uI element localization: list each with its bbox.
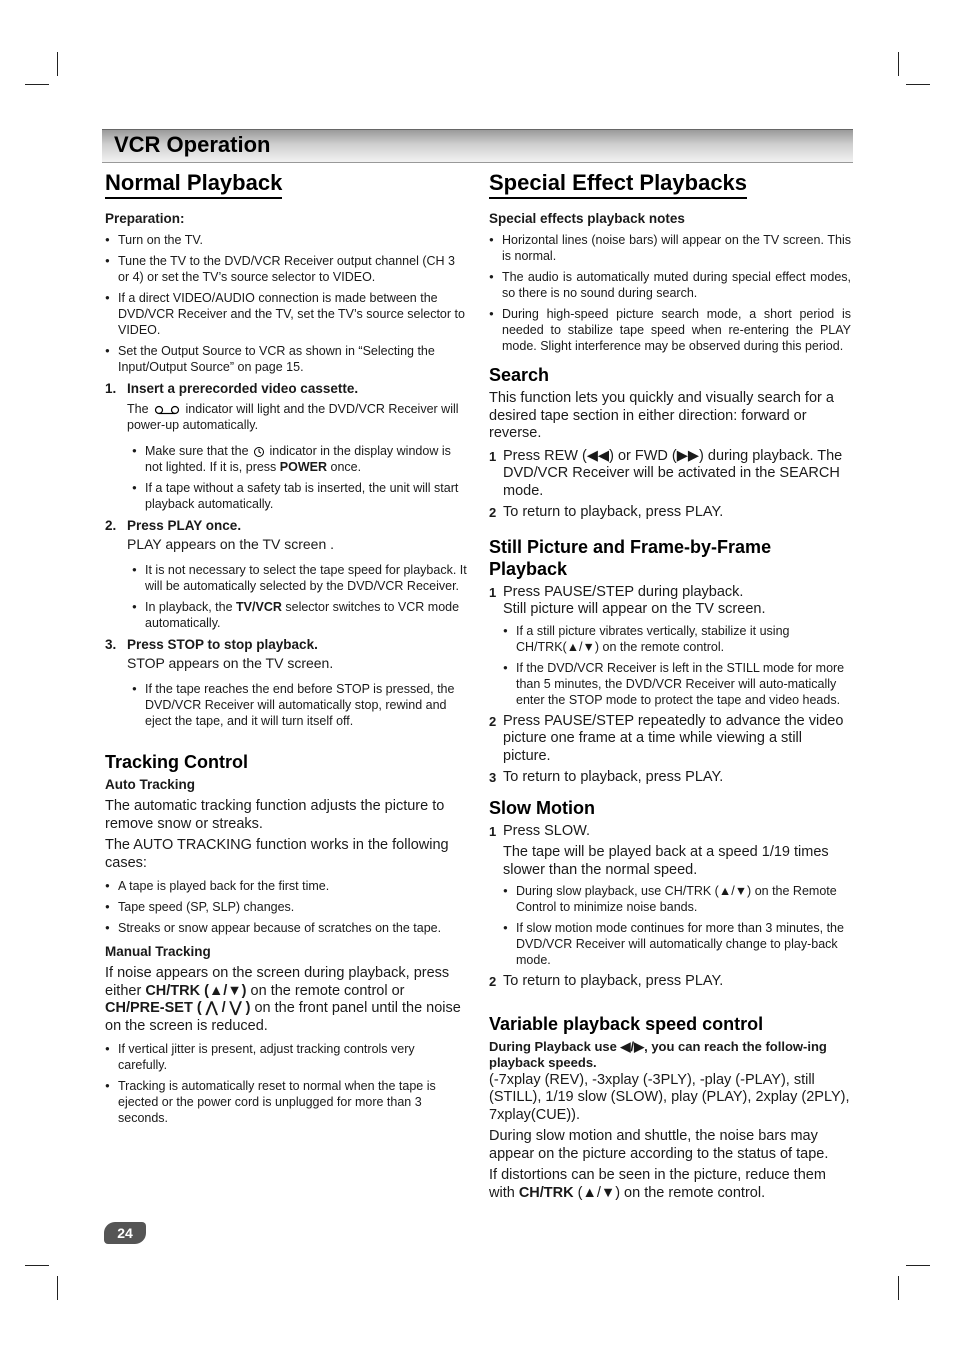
section-title: VCR Operation	[114, 132, 271, 157]
step-number: 1	[489, 823, 497, 839]
manual-tracking-label: Manual Tracking	[105, 944, 211, 959]
variable-text	[489, 1167, 851, 1202]
auto-tracking-text: The AUTO TRACKING function works in the following cases:	[105, 837, 449, 871]
step-1-bullet: ● If a tape without a safety tab is inserted, the unit will start playback automatically.	[132, 480, 467, 512]
step-number: 1	[489, 448, 497, 464]
crop-mark	[57, 1276, 58, 1300]
step-text: Still picture will appear on the TV screen.	[503, 601, 766, 617]
normal-playback-heading: Normal Playback	[105, 170, 282, 199]
prep-bullet: ● Turn on the TV.	[105, 232, 467, 248]
power-clock-icon	[252, 446, 266, 458]
crop-mark	[898, 1276, 899, 1300]
step-text: Press PAUSE/STEP repeatedly to advance the video picture one frame at a time while viewing a still picture.	[503, 712, 844, 764]
auto-tracking-text: The automatic tracking function adjusts the picture to remove snow or streaks.	[105, 798, 445, 832]
manual-tracking-text	[105, 965, 467, 1035]
manual-tracking-bullet: ● If vertical jitter is present, adjust tracking controls very carefully.	[105, 1041, 467, 1073]
manual-text: on the front panel until the noise on the screen is reduced.	[105, 1000, 461, 1034]
manual-tracking-bullet: ● Tracking is automatically reset to normal when the tape is ejected or the power cord is unplugged for more than 3 seconds.	[105, 1078, 467, 1126]
step-1	[105, 380, 467, 433]
manual-text: on the remote control or	[250, 982, 405, 999]
slow-bullet: ● If slow motion mode continues for more than 3 minutes, the DVD/VCR Receiver will automatically change to play-back mode.	[503, 920, 851, 968]
step-number: 3.	[105, 637, 117, 652]
variable-text: (-7xplay (REV), -3xplay (-3PLY), -play (-PLAY), still (STILL), 1/19 slow (SLOW), play (PLAY), 2xplay (2PLY), 7xplay(CUE)).	[489, 1071, 850, 1123]
step-1-bullet	[132, 443, 467, 475]
section-banner	[102, 129, 853, 163]
step-text: Press SLOW.	[503, 822, 591, 839]
ch-preset-label: CH/PRE-SET ( ⋀ / ⋁ )	[105, 1000, 251, 1016]
notes-label: Special effects playback notes	[489, 211, 685, 226]
step-3-bullet: ● If the tape reaches the end before STOP is pressed, the DVD/VCR Receiver will automatically stop, rewind and eject the tape, and it will turn itself off.	[132, 681, 467, 729]
crop-mark	[57, 52, 58, 76]
step-2-bullet: ● It is not necessary to select the tape speed for playback. It will be automatically selected by the DVD/VCR Receiver.	[132, 562, 467, 594]
step-3	[105, 636, 467, 671]
cassette-icon	[152, 405, 182, 415]
left-column	[105, 170, 467, 1131]
auto-tracking-bullet: ● Streaks or snow appear because of scratches on the tape.	[105, 920, 467, 936]
step-text: Press REW (◀◀) or FWD (▶▶) during playback. The DVD/VCR Receiver will be activated in the SEARCH mode.	[503, 447, 843, 499]
prep-bullet: ● Set the Output Source to VCR as shown in “Selecting the Input/Output Source” on page 15.	[105, 343, 467, 375]
tv-vcr-label: TV/VCR	[236, 600, 282, 614]
note-bullet: ● The audio is automatically muted during special effect modes, so there is no sound during search.	[489, 269, 851, 301]
slow-bullet: ● During slow playback, use CH/TRK (▲/▼) on the Remote Control to minimize noise bands.	[503, 883, 851, 915]
still-bullet: ● If the DVD/VCR Receiver is left in the STILL mode for more than 5 minutes, the DVD/VCR Receiver will auto-matically enter the STOP mode to protect the tape and video heads.	[503, 660, 851, 708]
preparation-label: Preparation:	[105, 211, 185, 226]
still-step	[489, 769, 851, 787]
step-2	[105, 517, 467, 552]
step-detail: STOP appears on the TV screen.	[127, 655, 334, 671]
auto-tracking-bullet: ● A tape is played back for the first time.	[105, 878, 467, 894]
step-label: Press STOP to stop playback.	[127, 637, 318, 652]
crop-mark	[898, 52, 899, 76]
power-label: POWER	[279, 460, 328, 474]
search-step	[489, 504, 851, 522]
page-number: 24	[104, 1222, 146, 1244]
variable-text: During slow motion and shuttle, the noise bars may appear on the picture according to the status of tape.	[489, 1128, 829, 1162]
step-detail	[127, 401, 467, 433]
still-step	[489, 584, 851, 619]
crop-mark	[25, 84, 49, 85]
prep-bullet: ● Tune the TV to the DVD/VCR Receiver output channel (CH 3 or 4) or set the TV’s source selector to VIDEO.	[105, 253, 467, 285]
crop-mark	[906, 84, 930, 85]
search-text: This function lets you quickly and visually search for a desired tape section in either direction: forward or reverse.	[489, 390, 834, 441]
step-text: To return to playback, press PLAY.	[503, 504, 724, 520]
note-bullet: ● During high-speed picture search mode, a short period is needed to stabilize tape speed when re-entering the PLAY mode. Slight interference may be observed during this period.	[489, 306, 851, 354]
auto-tracking-bullet: ● Tape speed (SP, SLP) changes.	[105, 899, 467, 915]
still-bullet: ● If a still picture vibrates vertically, stabilize it using CH/TRK(▲/▼) on the remote control.	[503, 623, 851, 655]
step-number: 1.	[105, 381, 117, 396]
special-effect-heading: Special Effect Playbacks	[489, 170, 747, 199]
tracking-control-heading: Tracking Control	[105, 752, 249, 772]
slow-motion-heading: Slow Motion	[489, 797, 595, 818]
bullet-text: indicator in the display window is not lighted. If it is, press	[145, 444, 451, 474]
ch-trk-label: CH/TRK	[518, 1184, 574, 1201]
step-text: To return to playback, press PLAY.	[503, 973, 724, 989]
step-number: 3	[489, 770, 497, 785]
slow-step	[489, 973, 851, 991]
manual-text: If noise appears on the screen during playback, press either	[105, 965, 450, 999]
step-detail: PLAY appears on the TV screen .	[127, 536, 335, 552]
step-number: 1	[489, 584, 497, 600]
still-picture-heading: Still Picture and Frame-by-Frame Playback	[489, 536, 772, 579]
step-label: Press PLAY once.	[127, 518, 242, 533]
step-2-bullet	[132, 599, 467, 631]
step-text: To return to playback, press PLAY.	[503, 769, 724, 785]
step-number: 2.	[105, 518, 117, 533]
step-text: Press PAUSE/STEP during playback.	[503, 583, 744, 600]
variable-text-part: If distortions can be seen in the picture, reduce them with	[489, 1167, 826, 1201]
step-label: Insert a prerecorded video cassette.	[127, 381, 359, 396]
crop-mark	[906, 1265, 930, 1266]
note-bullet: ● Horizontal lines (noise bars) will appear on the TV screen. This is normal.	[489, 232, 851, 264]
search-step	[489, 448, 851, 501]
bullet-text: selector switches to VCR mode automatically.	[145, 600, 460, 630]
step-number: 2	[489, 974, 497, 989]
detail-text: indicator will light and the DVD/VCR Receiver will power-up automatically.	[127, 402, 459, 432]
bullet-text: In playback, the	[145, 600, 233, 614]
variable-text-part: (▲/▼) on the remote control.	[577, 1184, 766, 1201]
still-step	[489, 713, 851, 766]
prep-bullet: ● If a direct VIDEO/AUDIO connection is made between the DVD/VCR Receiver and the TV, set the TV’s source selector to VIDEO.	[105, 290, 467, 338]
step-number: 2	[489, 713, 497, 729]
bullet-text: Make sure that the	[145, 444, 249, 458]
step-number: 2	[489, 505, 497, 520]
ch-trk-label: CH/TRK (▲/▼)	[145, 982, 247, 999]
auto-tracking-label: Auto Tracking	[105, 777, 196, 792]
search-heading: Search	[489, 365, 550, 385]
detail-text: The	[127, 402, 149, 416]
bullet-text: once.	[330, 460, 362, 474]
slow-step	[489, 823, 851, 841]
crop-mark	[25, 1265, 49, 1266]
variable-lead: During Playback use ◀/▶, you can reach the follow-ing playback speeds.	[489, 1038, 827, 1070]
slow-text: The tape will be played back at a speed 1/19 times slower than the normal speed.	[503, 844, 829, 878]
variable-speed-heading: Variable playback speed control	[489, 1013, 764, 1034]
right-column	[489, 170, 851, 1206]
